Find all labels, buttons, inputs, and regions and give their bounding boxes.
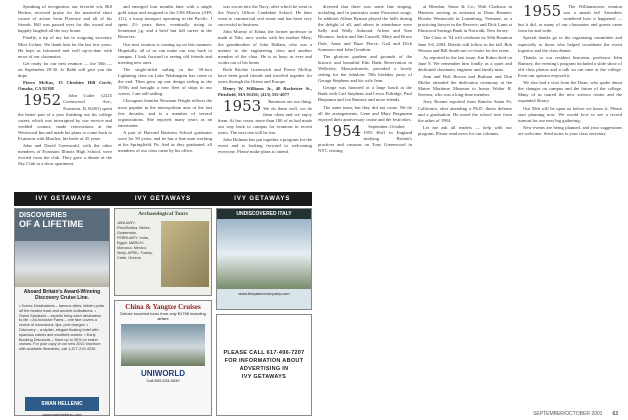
class-year-1953: 1953 (223, 97, 262, 116)
ad-headline: China & Yangtze Cruises (125, 303, 201, 311)
class-secretary: Henry W. Williams Jr., 40 Rochester St., Pittsfield, MA 01201; (413) 555-4077 (218, 86, 312, 98)
column-5 (418, 4, 512, 420)
paragraph: was sworn into the Navy, after which he went to the Navy's Officer Candidate School. He later went to commercial real estate and has been very successful in business. (218, 4, 312, 28)
paragraph: Jean and Bob Brown and Barbara and Don Moller attended the dedication ceremony at the Maine Maritime Museum to honor Walter R. Stevens, who was a long-time member. (418, 74, 512, 98)
paragraph: The glorious gardens and grounds of the historic and beautiful Elm Bank Reservation in Wellesley, Massachusetts, provided a lovely setting for the fabulous 70th birthday party of George Stephens and his wife Jean. (318, 53, 412, 84)
ad-swan-hellenic[interactable] (14, 208, 110, 416)
ad-line: PLEASE CALL 617-496-7207 (223, 350, 305, 356)
ad-uniworld[interactable] (114, 300, 212, 416)
paragraph: John and David Greenwald, with the other members of Evanston Illinois High School, were evicted from the club. They gave a dinner at the Sky Club in a short apartment. (18, 143, 112, 167)
paragraph: Both Ritchie Greenwich and Pierce McKay have been good friends and traveled together for years through the Orient and Europe. (218, 66, 312, 85)
column-1 (18, 4, 112, 192)
ad-photo (161, 221, 209, 287)
ad-url[interactable]: www.theparkercompany.com (238, 291, 290, 296)
paragraph: New events are being planned, and your suggestions are welcome. Send notes to your class secretary. (518, 124, 622, 136)
paragraph: Our next reunion is coming up on this summer. Hopefully, all of us can make our way back to campus. I look forward to seeing old friends and meeting new ones. (118, 41, 212, 65)
paragraph: The Williamstown reunion was a smash hit! Attendees wondered how it happened — but it did, as many of our classmates and guests came from far and wide. (518, 4, 622, 34)
paragraph: The same team, but they did not come. We do all the arrangements. Gene and Mary Bergmann enjoyed their anniversary cruise and the festivities. (318, 104, 412, 122)
paragraph: Jerry Roome reported from Rancho Santa Fe, California, after attending a Ph.D. thesis defense and a graduation. He noted the school rose from the ashes of 1984. (418, 99, 512, 123)
paragraph: We also had a visit from the Dean, who spoke about the changes on campus and the future of the college. Many of us toured the new science center and the expanded library. (518, 80, 622, 104)
ad-headline: Archaeological Tours (138, 211, 188, 217)
paragraph: George was honored at a large lunch at the Bank with Carl Stephens and Lewis Eldridge, Paul Benjamin and Joe Ramsey and more friends. (318, 85, 412, 103)
paragraph: A pair of Harvard Business School graduates were for 50 years, and he has a fine man working at his Springfield, Pa. And as they graduated, all members of our class came by his office. (118, 129, 212, 154)
swan-hellenic-logo: SWAN HELLENIC (25, 397, 99, 411)
paragraph: and emerged four months later with a single gold stripe and assigned to the USS Mizzou (APA 211), a troop transport operating in the Pacific. I spent 2½ years there, eventually rising to lieutenant j.g. and a brief but full career in the Reserves. (118, 4, 212, 40)
ad-photo (121, 324, 205, 366)
paragraph: at Bleadon, Stone & Co.; Walt Clarkson in Hanover serving as assistant to Dean Bennett; Brooks Wentworth in Lunenburg, Vermont, as a practicing lawyer in the Reserve; and Dick Lunn at Elmwood Savings Bank in Norwalk, New Jersey. (418, 4, 512, 34)
ad-url[interactable]: www.swanhellenic.com (42, 413, 82, 417)
page-number: 63 (612, 411, 618, 417)
class-year-1952: 1952 (23, 91, 62, 110)
banner-label: IVY GETAWAYS (134, 196, 192, 202)
class-year-1954: 1954 (323, 121, 362, 140)
ad-line: IVY GETAWAYS (241, 374, 287, 380)
paragraph: As reported in the last issue, Jim Kabot died on June 8. We remember him fondly as a quiet and dedicated classmate, engineer and family man. (418, 54, 512, 72)
ad-headline-line2: OF A LIFETIME (19, 219, 84, 229)
ad-photo (217, 219, 311, 289)
ad-phone: Call 800-633-5639 (146, 378, 180, 383)
paragraph: Special thanks go to the organizing committee and especially to those who helped coordinate the event logistics and the class dinner. (518, 35, 622, 53)
paragraph: The single-titled sailing in the 50-foot Lightning class on Lake Washington has come to the end. Then grew up one design sailing in the 1950s and brought a new fleet of ships to our waters. I am still sailing. (118, 66, 212, 97)
paragraph: Speaking of recognition, our favorite wit, Bill Becker, received praise for his masterful short course of action from Florence and all of his friends. Bill was passed over for this award and happily laughed all the way home. (18, 4, 112, 34)
ad-photo (15, 241, 109, 287)
paragraph: diverted that there was some fine singing, including and in particular some Princeton songs. In addition Allene Ryman played the bells during the delight of all, and others in attendance were Sally and Wally Aubroad, Arlene and Tom Bloomer, Jackie and Jim Caswell, Mary and Bruce Dale, Anne and Buzz Pierce, Gail and Dick Sommers and John Gendron. (318, 4, 412, 52)
paragraph: Our 50th will be upon us before we know it. Please start planning now. We would love to see a record turnout for our next big gathering. (518, 105, 622, 123)
paragraph: Let me ask all readers — help with our program. Please send news for our columns. (418, 124, 512, 136)
class-year-1955: 1955 (523, 4, 562, 20)
paragraph: September–October 1955 Hoff in England studying Britain's practices and customs on Tony Greenwood in NYC visiting (318, 123, 412, 154)
banner-label: IVY GETAWAYS (35, 196, 92, 202)
ad-headline-line1: DISCOVERIES (19, 212, 67, 219)
ad-advertising-info (216, 314, 312, 416)
paragraph: John Cutler (2225 Greenwood Ave., Evanston, IL 60201) spent the better part of a year finishing out his college career, which was interrupted by war service and wedded contact, made reservations at the Westwood Inn and made his plans to come back to Evanston with Marilyn, his bride of 45 years. (18, 93, 112, 141)
ad-archaeological-tours[interactable] (114, 208, 212, 296)
uniworld-logo: UNIWORLD (141, 369, 185, 378)
ad-headline: UNDISCOVERED ITALY (217, 209, 311, 219)
ad-calendar (115, 219, 211, 289)
paragraph: John Murray of Edina, the former professor in math at Yale, now works with his mother Mary, the grandmother of John Hallam, who was a mentor to the engineering class and another member of the class. He is as busy as ever and works out of his home. (218, 29, 312, 65)
paragraph: Chicagoan Jennifer Newman Wright reflects the most popular in the metropolitan area of the last few decades, and is a member of several organizations. She enjoyed many years as an entertainer. (118, 98, 212, 128)
page-footer (318, 411, 618, 417)
banner-label: IVY GETAWAYS (234, 196, 291, 202)
ad-line: ADVERTISING IN (239, 366, 289, 372)
paragraph: The Class of '54 will celebrate its 50th Reunion June 3-6, 2004. Details will follow in the fall. Bob Weston and Bill Smith are co-chairs for the event. (418, 35, 512, 53)
column-6 (518, 4, 622, 420)
section-label (0, 0, 12, 420)
ad-line: FOR INFORMATION ABOUT (224, 358, 304, 364)
paragraph: Finally, a tip of my hat to outgoing secretary Mort Lichter. We thank him for the last few years. He kept us informed and well up-to-date with news of our classmates. (18, 35, 112, 59)
column-4 (318, 4, 412, 420)
ad-headline (15, 209, 109, 241)
paragraph: Thanks to our resident historian, professor John Ramsey, the evening's program included a slide show of old class photos and a talk on our time at the college. Even our spouses enjoyed it. (518, 54, 622, 79)
column-2 (118, 4, 212, 192)
paragraph: Get ready for our next reunion — the 50th — on September 28-30. Jo Babb will give you the dope. (18, 60, 112, 79)
paragraph: John Holman has put together a program for the event and is looking forward to welcoming everyone. Please make plans to attend. (218, 136, 312, 155)
ivy-getaways-banner (14, 192, 312, 206)
issue-date: SEPTEMBER/OCTOBER 2001 (533, 411, 603, 417)
class-secretary: Pierce McKay, 15 Cheshire Hill Circle, Omaha, CA 92108 (18, 80, 112, 92)
paragraph: Reunions are our thing. We do them well, we do them often and we enjoy them. At last count, more than 180 of us had made our way back to campus for reunions in recent years. The next one will be fun. (218, 99, 312, 135)
ad-undiscovered-italy[interactable] (216, 208, 312, 310)
ad-subtitle: Aboard Britain's Award-Winning Discovery Cruise Line. (23, 289, 101, 301)
column-3 (218, 4, 312, 192)
tour-calendar: JANUARY: Peru/Bolivia, Belize, Guatemala. FEBRUARY: India, Egypt. MARCH: Morocco, Mexico, Sicily. APRIL: Turkey, Crete, Greece. (117, 221, 153, 260)
ad-subtitle: Deluxe escorted tours from only $1798 including airfare (120, 311, 206, 321)
ad-body: • Scenic Destinations – famous cities, hidden ports off the beaten track and ancient civilizations. • Guest Speakers – experts bring each destination to life. • All-Inclusive Fares – one fare covers a choice of excursions, tips, port charges. • Discovery – a stylish, elegant floating hotel with spacious cabins and excellent cuisine. • Early Booking Discounts – Save up to 30% on select cruises. For your copy of our new 2002 brochure with available itineraries, call 1-877-219-4239. (19, 304, 105, 352)
